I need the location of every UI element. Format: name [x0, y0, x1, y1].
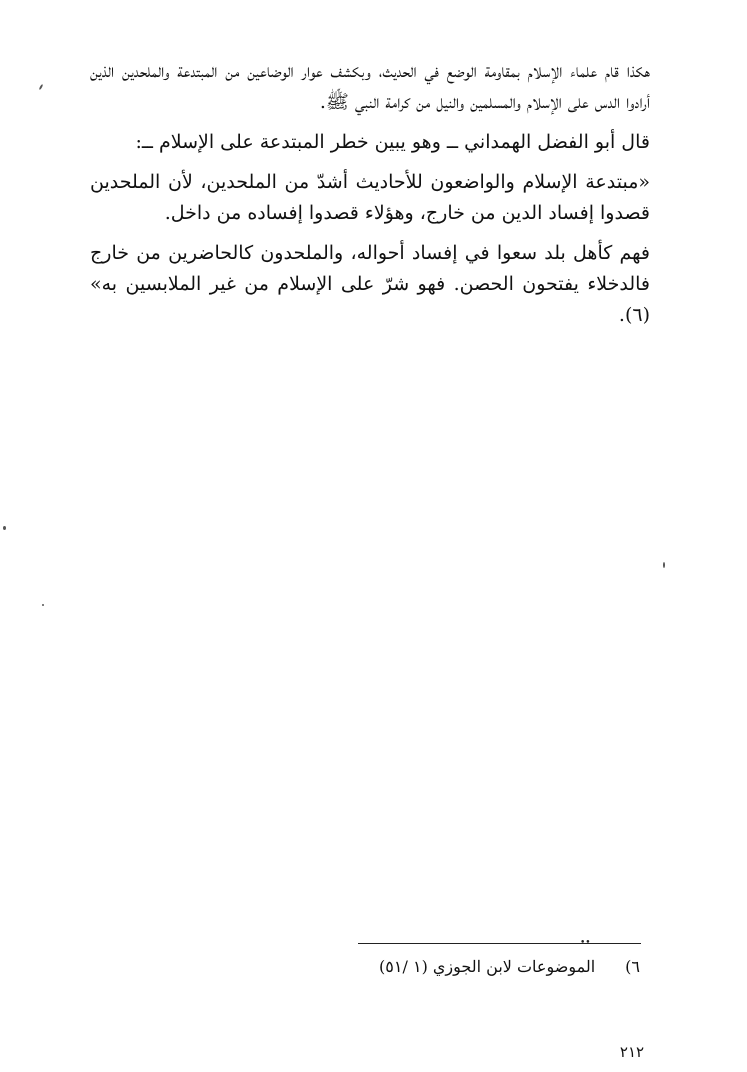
- footnote-text: الموضوعات لابن الجوزي (١ /٥١): [379, 957, 596, 976]
- footnote-number: ٦): [625, 957, 640, 976]
- paragraph-1: هكذا قام علماء الإسلام بمقاومة الوضع في الحديث، وبكشف عوار الوضاعين من المبتدعة والملحدين الذين أرادوا الدس على الإسلام والمسلمين والنيل من كرامة النبي ﷺ.: [90, 60, 650, 113]
- scan-speck-icon: [663, 562, 665, 568]
- body-text: [90, 56, 650, 340]
- paragraph-3-quote: «مبتدعة الإسلام والواضعون للأحاديث أشدّ من الملحدين، لأن الملحدين قصدوا إفساد الدين من خارج، وهؤلاء قصدوا إفساده من داخل.: [90, 171, 650, 224]
- footnote: [360, 955, 640, 979]
- paragraph-4-quote: فهم كأهل بلد سعوا في إفساد أحواله، والملحدون كالحاضرين من خارج فالدخلاء يفتحون الحصن. فهو شرّ على الإسلام من غير الملابسين به» (٦).: [90, 242, 650, 326]
- scan-speck-icon: [42, 604, 44, 606]
- page-number: ٢١٢: [619, 1043, 645, 1061]
- scan-speck-icon: [39, 84, 44, 90]
- separator-flourish-icon: ••: [580, 938, 591, 948]
- scan-speck-icon: [3, 526, 6, 530]
- paragraph-2: قال أبو الفضل الهمداني ــ وهو يبين خطر المبتدعة على الإسلام ــ:: [135, 131, 650, 153]
- footnote-separator: [358, 938, 641, 948]
